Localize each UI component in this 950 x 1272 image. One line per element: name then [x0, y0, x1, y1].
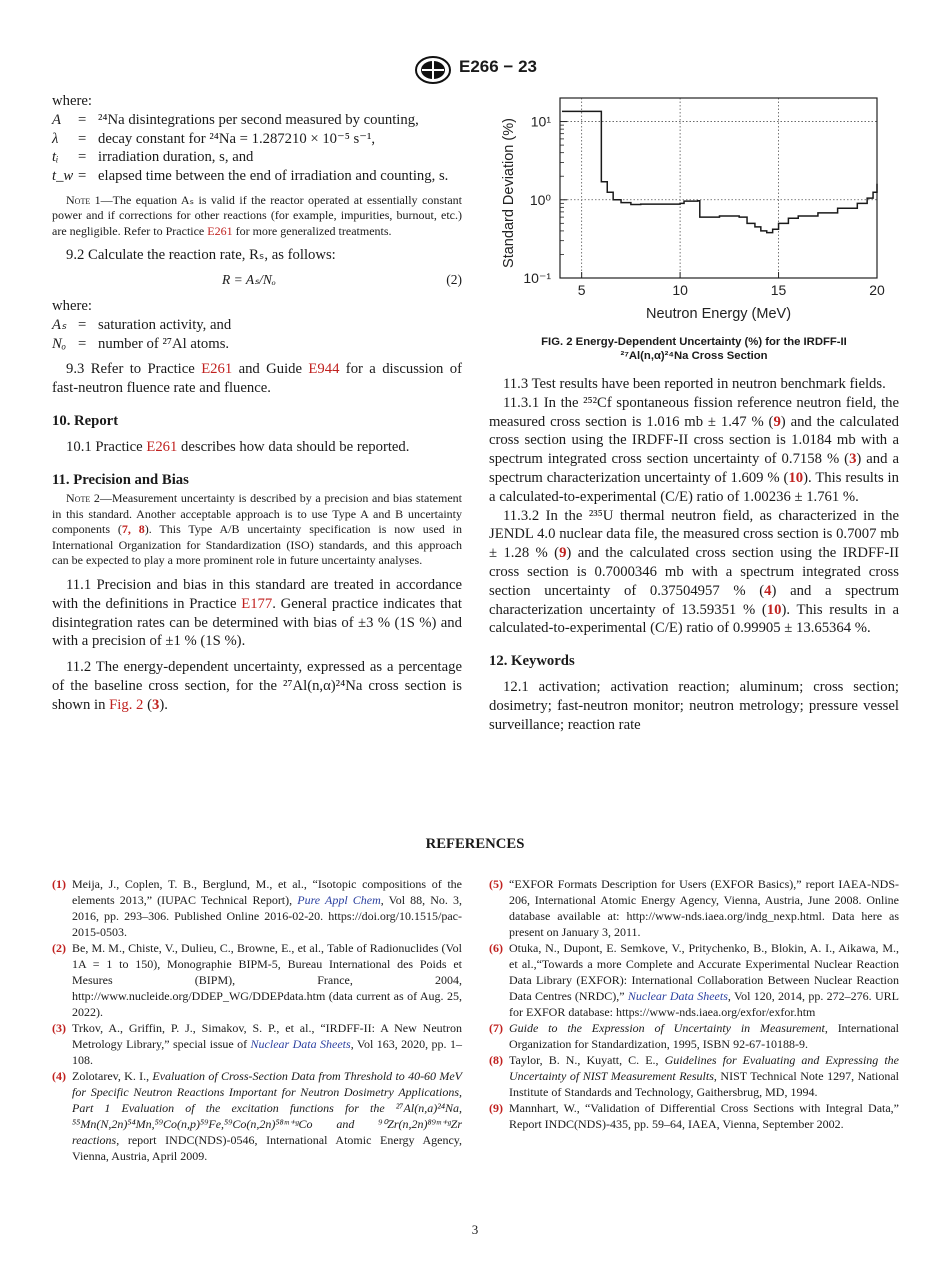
reference-entry: [489, 940, 899, 1020]
y-axis-label: Standard Deviation (%): [501, 118, 517, 268]
references-heading: REFERENCES: [425, 836, 525, 852]
reference-fragment: , International Organization for Standardization, 1995, ISBN 92-67-10188-9.: [509, 1021, 899, 1051]
link-e261[interactable]: E261: [207, 223, 233, 238]
reference-fragment: “EXFOR Formats Description for Users (EXFOR Basics),” report IAEA-NDS-206, International Atomic Energy Agency, Vienna, Austria, June 2008. Online database available at: http://www-nds.iaea.org/indg_nexp.html. Data here as present on January 3, 2011.: [509, 877, 899, 939]
definition-row: [52, 148, 462, 167]
reference-fragment: , report INDC(NDS)-0546, International Atomic Energy Agency, Vienna, Austria, April 2009.: [72, 1133, 462, 1163]
ref-link-7-8[interactable]: 7, 8: [121, 522, 145, 537]
link-e944[interactable]: E944: [308, 361, 340, 378]
reference-number: (5): [489, 877, 503, 891]
reference-entry: [489, 1100, 899, 1132]
definition-eq: =: [78, 335, 87, 352]
definition-val: decay constant for ²⁴Na = 1.287210 × 10⁻⁵ s⁻¹,: [98, 130, 376, 147]
reference-text: [72, 1068, 462, 1164]
where-label-2: where:: [52, 298, 92, 315]
section-10-heading: 10. Report: [52, 413, 119, 430]
y-tick-label: 10⁻¹: [523, 270, 551, 286]
definition-eq: =: [78, 149, 87, 166]
paragraph-9-3: 9.3 Refer to Practice E261 and Guide E944 for a discussion of fast-neutron fluence rate and fluence.: [52, 361, 462, 397]
reference-number: (9): [489, 1101, 503, 1115]
definition-sym: λ: [52, 130, 59, 147]
reference-entry: [489, 1052, 899, 1100]
definition-eq: =: [78, 111, 87, 128]
reference-fragment: , Vol 163, 2020, pp. 1–108.: [72, 1037, 462, 1067]
note-2: Note 2—Measurement uncertainty is described by a precision and bias statement in this standard. Another acceptable approach is to use Type A and B uncertainty components (7, 8). This Type A/B uncertainty specification is now used in International Organization for Standardization (ISO) standards, and this approach can be expected to play a more prominent role in future uncertainty analyses.: [52, 491, 463, 568]
reference-fragment: Taylor, B. N., Kuyatt, C. E.,: [509, 1053, 665, 1067]
link-e177[interactable]: E177: [241, 595, 273, 612]
journal-link[interactable]: Pure Appl Chem: [297, 893, 381, 907]
reference-number: (8): [489, 1053, 503, 1067]
reference-fragment: Otuka, N., Dupont, E. Semkove, V., Pritychenko, B., Blokin, A. I., Aikawa, M., et al.,“Towards a more Complete and Accurate Experimental Nuclear Reaction Data Library (EXFOR): International Collaboration Between Nuclear Reaction Data Centres (NRDC),”: [509, 941, 899, 1003]
definition-val: number of ²⁷Al atoms.: [98, 335, 230, 352]
x-tick-label: 5: [577, 282, 586, 298]
figure-2-chart: [489, 90, 899, 335]
reference-fragment: , Vol 120, 2014, pp. 272–276. URL for EXFOR database: https://www-nds.iaea.org/exfor/exfor.htm: [509, 989, 899, 1019]
reference-number: (4): [52, 1069, 66, 1083]
reference-title: Evaluation of Cross-Section Data from Threshold to 40-60 MeV for Specific Neutron Reactions Important for Neutron Dosimetry Applications, Part 1 Evaluation of the excitation functions for the ²⁷Al(n,a)²⁴Na, ⁵⁵Mn(N,2n)⁵⁴Mn,⁵⁹Co(n,p)⁵⁹Fe,⁵⁹Co(n,2n)⁵⁸ᵐ⁺ᵍCo and ⁹⁰Zr(n,2n)⁸⁹ᵐ⁺ᵍZr reactions: [72, 1069, 462, 1147]
paragraph-11-1: 11.1 Precision and bias in this standard are treated in accordance with the definitions in Practice E177. General practice indicates that disintegration rates can be determined with bias of ±3 % (1S %) and with a precision of ±1 % (1S %).: [52, 576, 462, 650]
x-tick-label: 15: [770, 282, 787, 298]
where-label: where:: [52, 93, 92, 109]
paragraph-10-1: 10.1 Practice E261 describes how data should be reported.: [66, 438, 410, 455]
paragraph-12-1: 12.1 activation; activation reaction; aluminum; cross section; dosimetry; fast-neutron monitor; neutron metrology; pressure vessel surveillance; reaction rate: [489, 678, 899, 733]
reference-number: (2): [52, 941, 66, 955]
reference-number: (3): [52, 1021, 66, 1035]
paragraph-11-2: 11.2 The energy-dependent uncertainty, expressed as a percentage of the baseline cross section, for the ²⁷Al(n,α)²⁴Na cross section is shown in Fig. 2 (3).: [52, 659, 462, 713]
reference-text: [509, 876, 899, 940]
uncertainty-series-line: [562, 111, 877, 232]
definition-sym: Aₛ: [52, 316, 67, 333]
reference-entry: [52, 940, 462, 1020]
definition-val: irradiation duration, s, and: [98, 149, 254, 166]
reference-number: (7): [489, 1021, 503, 1035]
reference-fragment: Meija, J., Coplen, T. B., Berglund, M., et al., “Isotopic compositions of the elements 2013,” (IUPAC Technical Report),: [72, 877, 462, 907]
equation-2-number: (2): [446, 272, 462, 288]
note-1-label: Note 1: [66, 192, 101, 207]
ref-link-9[interactable]: 9: [773, 413, 781, 430]
reference-entry: [52, 1068, 462, 1164]
paragraph-9-2: 9.2 Calculate the reaction rate, Rₛ, as follows:: [66, 247, 336, 264]
journal-link[interactable]: Nuclear Data Sheets: [250, 1037, 351, 1051]
paragraph-11-3-2: 11.3.2 In the ²³⁵U thermal neutron field, as characterized in the JENDL 4.0 nuclear data file, the measured cross section is 0.7007 mb ± 1.28 % (9) and the calculated cross section using the IRDFF-II cross section is 0.7000346 mb with a spectrum integrated cross section uncertainty of 0.37504957 % (4) and a spectrum characterization uncertainty of 13.59351 % (10). This results in a calculated-to-experimental (C/E) ratio of 0.99905 ± 13.65364 %.: [489, 507, 899, 637]
page-header: [0, 56, 950, 82]
reference-entry: [489, 1020, 899, 1052]
x-axis-label: Neutron Energy (MeV): [645, 306, 792, 322]
section-11-heading: 11. Precision and Bias: [52, 471, 189, 488]
x-tick-label: 20: [869, 282, 885, 298]
reference-text: [509, 1052, 899, 1100]
reference-title: Guidelines for Evaluating and Expressing the Uncertainty of NIST Measurement Results: [509, 1053, 899, 1083]
definition-sym: tᵢ: [52, 149, 59, 166]
ref-link-3[interactable]: 3: [849, 451, 857, 468]
ref-link-9[interactable]: 9: [559, 545, 567, 562]
ref-link-10[interactable]: 10: [766, 601, 782, 618]
reference-fragment: Mannhart, W., “Validation of Differential Cross Sections with Integral Data,” Report INDC(NDS)-435, pp. 59–64, IAEA, Vienna, September 2002.: [509, 1101, 899, 1131]
reference-fragment: , NIST Technical Note 1297, National Institute of Standards and Technology, Gaithersbrug, MD, 1994.: [509, 1069, 900, 1099]
page-number: 3: [471, 1222, 479, 1237]
definition-row: [52, 111, 462, 130]
uncertainty-plot: [489, 90, 899, 335]
figure-2-caption: FIG. 2 Energy-Dependent Uncertainty (%) for the IRDFF-II ²⁷Al(n,α)²⁴Na Cross Section: [541, 336, 847, 362]
astm-logo-icon: [414, 56, 452, 84]
reference-text: [509, 1020, 899, 1052]
reference-text: [509, 1100, 899, 1132]
reference-number: (1): [52, 877, 66, 891]
references-left: [52, 876, 462, 1164]
standard-designation: E266 − 23: [459, 57, 537, 76]
definition-row: [52, 316, 462, 335]
definition-list-2: [52, 316, 462, 354]
right-column: [489, 90, 899, 734]
journal-link[interactable]: Nuclear Data Sheets: [627, 989, 728, 1003]
reference-entry: [52, 876, 462, 940]
references-right: [489, 876, 899, 1132]
definition-val: ²⁴Na disintegrations per second measured by counting,: [98, 111, 419, 128]
definition-eq: =: [78, 168, 87, 185]
definition-sym: t_w: [52, 168, 74, 185]
ref-link-3[interactable]: 3: [151, 696, 160, 713]
definition-row: [52, 130, 462, 149]
y-tick-label: 10¹: [530, 113, 551, 130]
reference-title: Guide to the Expression of Uncertainty in Measurement: [509, 1021, 825, 1035]
definition-sym: Nₒ: [52, 335, 66, 352]
reference-fragment: , Vol 88, No. 3, 2016, pp. 293–306. Published Online 2016-02-20. https://doi.org/10.1515/pac-2015-0503.: [72, 893, 463, 939]
reference-entry: [489, 876, 899, 940]
paragraph-11-3-1: 11.3.1 In the ²⁵²Cf spontaneous fission reference neutron field, the measured cross section is 1.016 mb ± 1.47 % (9) and the calculated cross section using the IRDFF-II cross section is 1.0184 mb with a spectrum integrated cross section uncertainty of 0.7158 % (3) and a spectrum characterization uncertainty of 1.609 % (10). This results in a calculated-to-experimental (C/E) ratio of 1.00236 ± 1.761 %.: [489, 394, 899, 505]
y-tick-label: 10⁰: [529, 191, 551, 208]
left-column: [52, 92, 462, 715]
reference-text: [509, 940, 899, 1020]
reference-fragment: Zolotarev, K. I.,: [72, 1069, 153, 1083]
note-1: Note 1—The equation Aₛ is valid if the reactor operated at essentially constant power and if corrections for other reactions (for example, impurities, burnout, etc.) are negligible. Refer to Practice E261 for more generalized treatments.: [52, 192, 462, 238]
reference-entry: [52, 1020, 462, 1068]
link-fig-2[interactable]: Fig. 2: [109, 696, 144, 713]
ref-link-10[interactable]: 10: [788, 469, 804, 486]
x-tick-label: 10: [672, 282, 688, 298]
equation-2: [52, 271, 462, 290]
reference-text: [72, 940, 462, 1020]
reference-text: [72, 876, 462, 940]
section-12-heading: 12. Keywords: [489, 653, 575, 670]
link-e261[interactable]: E261: [201, 361, 233, 378]
reference-fragment: Trkov, A., Griffin, P. J., Simakov, S. P., et al., “IRDFF-II: A New Neutron Metrology Library,” special issue of: [72, 1021, 462, 1051]
definition-sym: A: [52, 111, 61, 128]
definition-val: saturation activity, and: [98, 316, 232, 333]
reference-text: [72, 1020, 462, 1068]
definition-eq: =: [78, 130, 87, 147]
paragraph-11-3: 11.3 Test results have been reported in neutron benchmark fields.: [503, 376, 886, 392]
reference-number: (6): [489, 941, 503, 955]
definition-eq: =: [78, 316, 87, 333]
equation-2-formula: R = Aₛ/Nₒ: [222, 272, 276, 288]
definition-row: [52, 335, 462, 354]
definition-list-1: [52, 111, 462, 186]
definition-val: elapsed time between the end of irradiation and counting, s.: [98, 168, 449, 185]
definition-row: [52, 167, 462, 186]
ref-link-4[interactable]: 4: [764, 582, 772, 599]
reference-fragment: Be, M. M., Chiste, V., Dulieu, C., Browne, E., et al., Table of Radionuclides (Vol 1A = 1 to 150), Monographie BIPM-5, Bureau International des Poids et Mesures (BIPM), France, 2004, http://www.nucleide.org/DDEP_WG/DDEPdata.htm (data current as of Aug. 25, 2022).: [72, 941, 462, 1019]
link-e261[interactable]: E261: [146, 438, 178, 455]
